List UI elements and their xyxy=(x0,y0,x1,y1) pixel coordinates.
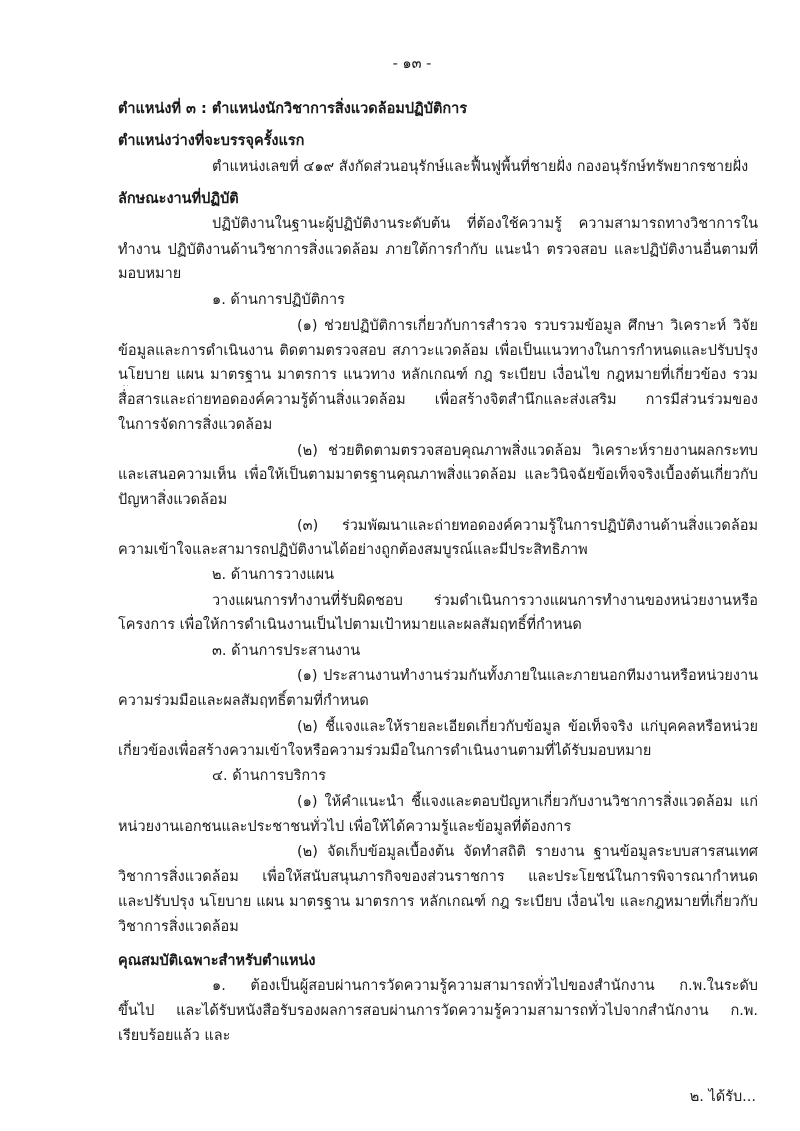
vacancy-text: ตำแหน่งเลขที่ ๔๑๙ สังกัดส่วนอนุรักษ์และฟื้นฟูพื้นที่ชายฝั่ง กองอนุรักษ์ทรัพยากรชายฝั่ง xyxy=(212,159,749,175)
coordination-item2-line: (๒) ชี้แจงและให้รายละเอียดเกี่ยวกับข้อมูล ข้อเท็จจริง แก่บุคคลหรือหน่วย xyxy=(297,719,758,735)
duties-intro-line: มอบหมาย xyxy=(118,266,182,282)
service-item1-line: หน่วยงานเอกชนและประชาชนทั่วไป เพื่อให้ได้ความรู้และข้อมูลที่ต้องการ xyxy=(118,819,572,835)
qualifications-item1-line: ๑. ต้องเป็นผู้สอบผ่านการวัดความรู้ความสามารถทั่วไปของสำนักงาน ก.พ.ในระดับ xyxy=(212,978,758,994)
service-title: ๔. ด้านการบริการ xyxy=(212,768,327,784)
qualifications-item1-line: ขึ้นไป และได้รับหนังสือรับรองผลการสอบผ่านการวัดความรู้ความสามารถทั่วไปจากสำนักงาน ก.พ. xyxy=(118,1003,758,1019)
service-item2-line: วิชาการสิ่งแวดล้อม เพื่อให้สนับสนุนภารกิจของส่วนราชการ และประโยชน์ในการพิจารณากำหนด xyxy=(118,869,758,885)
planning-text-line: วางแผนการทำงานที่รับผิดชอบ ร่วมดำเนินการวางแผนการทำงานของหน่วยงานหรือ xyxy=(212,593,758,609)
operations-item1-line: ข้อมูลและการดำเนินงาน ติดตามตรวจสอบ สภาวะแวดล้อม เพื่อเป็นแนวทางในการกำหนดและปรับปรุง xyxy=(118,343,758,359)
operations-item3-line: (๓) ร่วมพัฒนาและถ่ายทอดองค์ความรู้ในการปฏิบัติงานด้านสิ่งแวดล้อม xyxy=(297,518,758,534)
operations-item2-line: ปัญหาสิ่งแวดล้อม xyxy=(118,492,228,508)
operations-item2-line: (๒) ช่วยติดตามตรวจสอบคุณภาพสิ่งแวดล้อม วิเคราะห์รายงานผลกระทบ xyxy=(297,443,758,459)
operations-item1-line: สื่อสารและถ่ายทอดองค์ความรู้ด้านสิ่งแวดล้อม เพื่อสร้างจิตสำนึกและส่งเสริม การมีส่วนร่วมของ xyxy=(118,392,758,408)
operations-item3-line: ความเข้าใจและสามารถปฏิบัติงานได้อย่างถูกต้องสมบูรณ์และมีประสิทธิภาพ xyxy=(118,542,588,558)
duties-intro-line: ทำงาน ปฏิบัติงานด้านวิชาการสิ่งแวดล้อม ภายใต้การกำกับ แนะนำ ตรวจสอบ และปฏิบัติงานอื่นตามที่ xyxy=(118,242,758,258)
coordination-item1-line: ความร่วมมือและผลสัมฤทธิ์ตามที่กำหนด xyxy=(118,693,369,709)
operations-item2-line: และเสนอความเห็น เพื่อให้เป็นตามมาตรฐานคุณภาพสิ่งแวดล้อม และวินิจฉัยข้อเท็จจริงเบื้องต้นเกี่ยวกับ xyxy=(118,467,758,483)
operations-item1-line: (๑) ช่วยปฏิบัติการเกี่ยวกับการสำรวจ รวบรวมข้อมูล ศึกษา วิเคราะห์ วิจัย xyxy=(297,318,758,334)
vacancy-heading: ตำแหน่งว่างที่จะบรรจุครั้งแรก xyxy=(118,133,305,149)
operations-item1-line: ในการจัดการสิ่งแวดล้อม xyxy=(118,417,273,433)
coordination-title: ๓. ด้านการประสานงาน xyxy=(212,643,361,659)
service-item2-line: และปรับปรุง นโยบาย แผน มาตรฐาน มาตรการ หลักเกณฑ์ กฎ ระเบียบ เงื่อนไข และกฎหมายที่เกี่ยวกับ xyxy=(118,894,758,910)
duties-heading: ลักษณะงานที่ปฏิบัติ xyxy=(118,191,239,207)
coordination-item1-line: (๑) ประสานงานทำงานร่วมกันทั้งภายในและภายนอกทีมงานหรือหน่วยงาน xyxy=(297,668,758,684)
qualifications-heading: คุณสมบัติเฉพาะสำหรับตำแหน่ง xyxy=(118,953,316,969)
operations-title: ๑. ด้านการปฏิบัติการ xyxy=(212,292,345,308)
qualifications-item1-line: เรียบร้อยแล้ว และ xyxy=(118,1028,231,1044)
coordination-item2-line: เกี่ยวข้องเพื่อสร้างความเข้าใจหรือความร่วมมือในการดำเนินงานตามที่ได้รับมอบหมาย xyxy=(118,743,652,759)
duties-intro-line: ปฏิบัติงานในฐานะผู้ปฏิบัติงานระดับต้น ที่ต้องใช้ความรู้ ความสามารถทางวิชาการใน xyxy=(212,216,758,232)
service-item2-line: วิชาการสิ่งแวดล้อม xyxy=(118,919,239,935)
position-heading: ตำแหน่งที่ ๓ : ตำแหน่งนักวิชาการสิ่งแวดล้อมปฏิบัติการ xyxy=(118,101,468,117)
planning-text-line: โครงการ เพื่อให้การดำเนินงานเป็นไปตามเป้าหมายและผลสัมฤทธิ์ที่กำหนด xyxy=(118,617,582,633)
page-number: - ๑๓ - xyxy=(392,56,432,72)
continuation-text: ๒. ได้รับ... xyxy=(689,1089,756,1105)
service-item2-line: (๒) จัดเก็บข้อมูลเบื้องต้น จัดทำสถิติ รายงาน ฐานข้อมูลระบบสารสนเทศ xyxy=(297,844,758,860)
planning-title: ๒. ด้านการวางแผน xyxy=(212,567,335,583)
service-item1-line: (๑) ให้คำแนะนำ ชี้แจงและตอบปัญหาเกี่ยวกับงานวิชาการสิ่งแวดล้อม แก่ xyxy=(297,794,758,810)
operations-item1-line: นโยบาย แผน มาตรฐาน มาตรการ แนวทาง หลักเกณฑ์ กฎ ระเบียบ เงื่อนไข กฎหมายที่เกี่ยวข้อง รวม xyxy=(118,367,758,383)
